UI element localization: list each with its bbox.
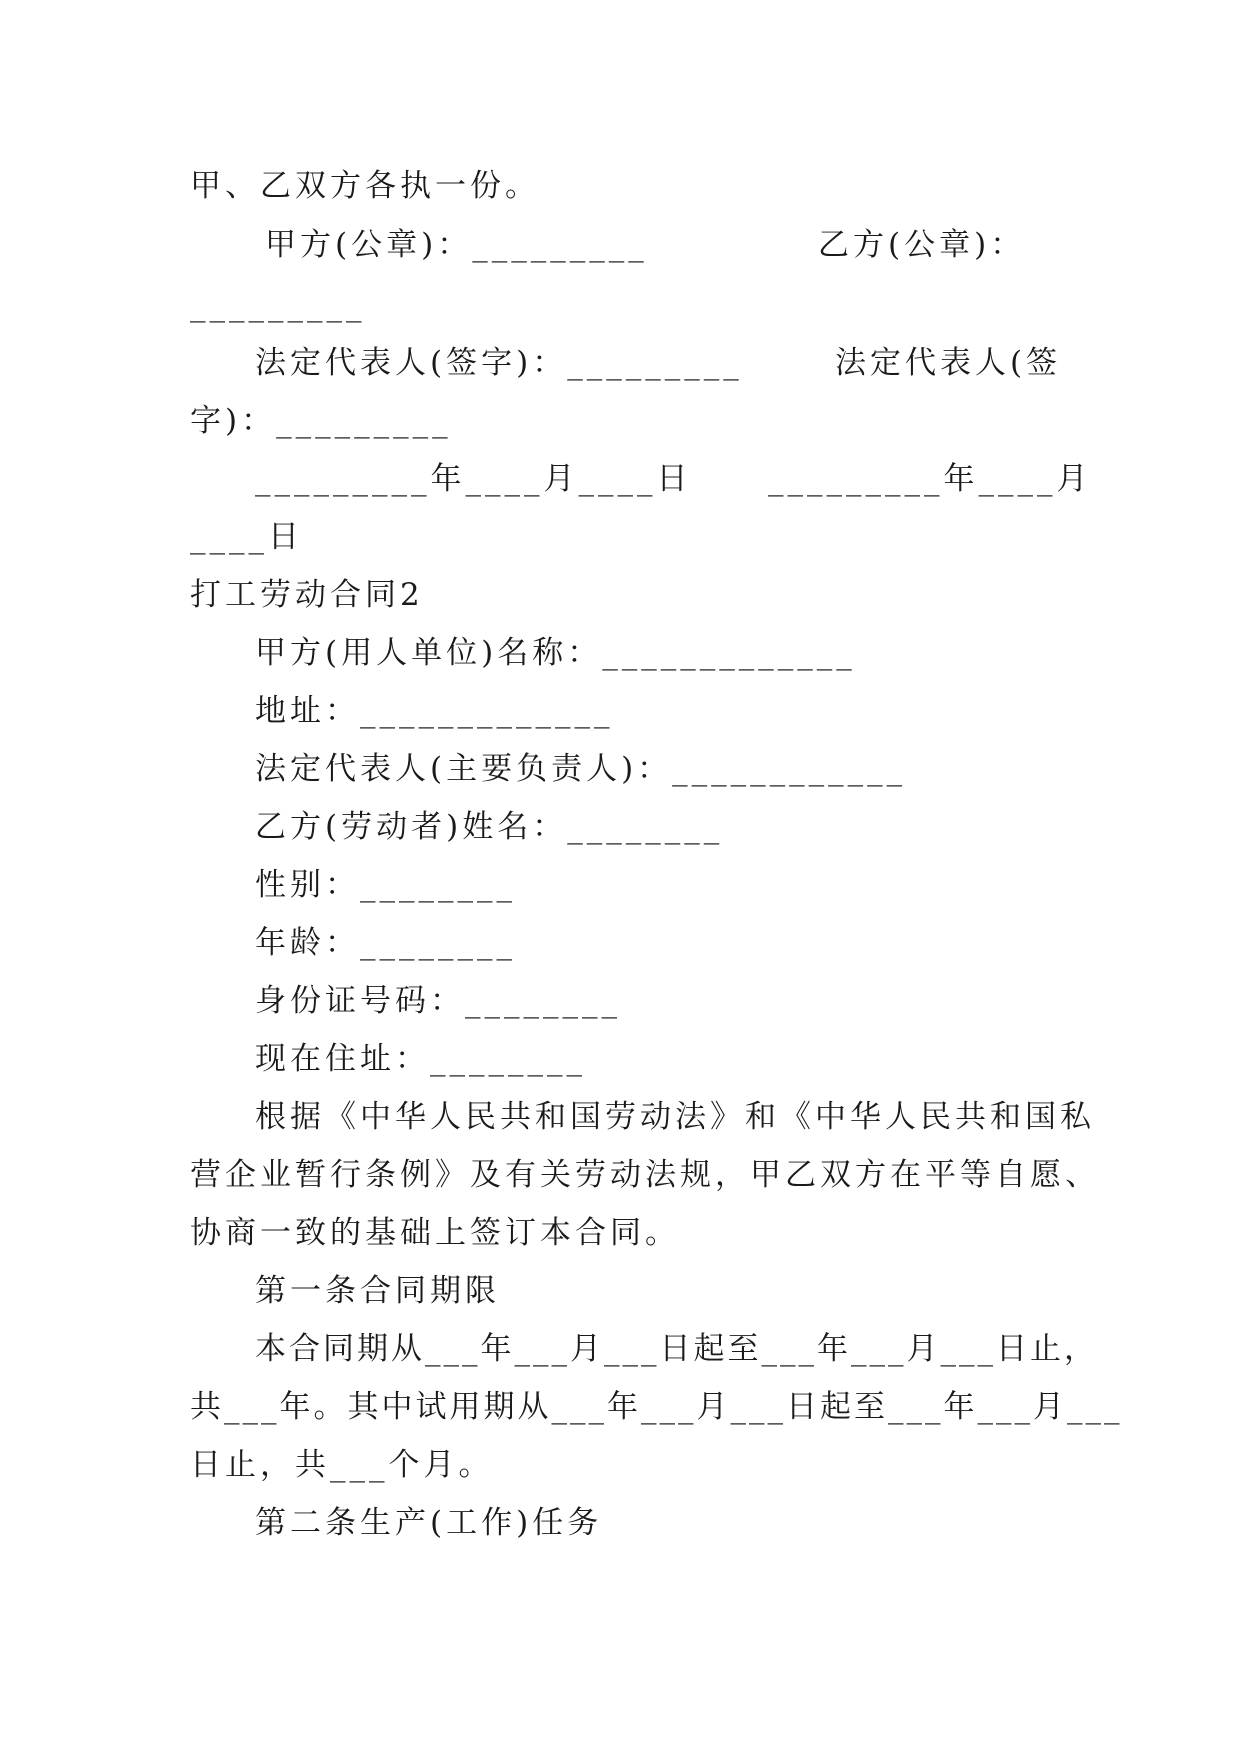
paragraph-line: 营企业暂行条例》及有关劳动法规，甲乙双方在平等自愿、: [190, 1157, 1100, 1193]
section-title: 打工劳动合同2: [190, 577, 424, 613]
contract-term-line: 本合同期从___年___月___日起至___年___月___日止，: [255, 1331, 1098, 1367]
worker-name-line: 乙方(劳动者)姓名：________: [255, 809, 724, 845]
age-line: 年龄：________: [255, 925, 516, 961]
employer-name-line: 甲方(用人单位)名称：_____________: [255, 635, 856, 671]
party-b-seal-blank: _________: [190, 287, 366, 323]
paragraph-line: 根据《中华人民共和国劳动法》和《中华人民共和国私: [255, 1099, 1095, 1135]
party-b-representative-blank: 字)：_________: [190, 403, 452, 439]
party-b-representative-label: 法定代表人(签: [835, 345, 1062, 381]
article-heading: 第二条生产(工作)任务: [255, 1505, 603, 1541]
contract-term-line: 共___年。其中试用期从___年___月___日起至___年___月___: [190, 1389, 1123, 1425]
party-b-date-line: _________年____月: [768, 461, 1092, 497]
current-address-line: 现在住址：________: [255, 1041, 586, 1077]
contract-term-line: 日止，共___个月。: [190, 1447, 494, 1483]
party-a-seal-line: 甲方(公章)：_________: [265, 227, 648, 263]
id-number-line: 身份证号码：________: [255, 983, 621, 1019]
paragraph-line: 协商一致的基础上签订本合同。: [190, 1215, 680, 1251]
article-heading: 第一条合同期限: [255, 1273, 500, 1309]
legal-representative-line: 法定代表人(主要负责人)：____________: [255, 751, 907, 787]
party-a-representative-line: 法定代表人(签字)：_________: [255, 345, 743, 381]
party-a-date-line: _________年____月____日: [255, 461, 692, 497]
party-b-date-day: ____日: [190, 519, 303, 555]
text-line: 甲、乙双方各执一份。: [190, 168, 540, 204]
gender-line: 性别：________: [255, 867, 516, 903]
address-line: 地址：_____________: [255, 693, 614, 729]
party-b-seal-label: 乙方(公章)：: [818, 227, 1026, 263]
